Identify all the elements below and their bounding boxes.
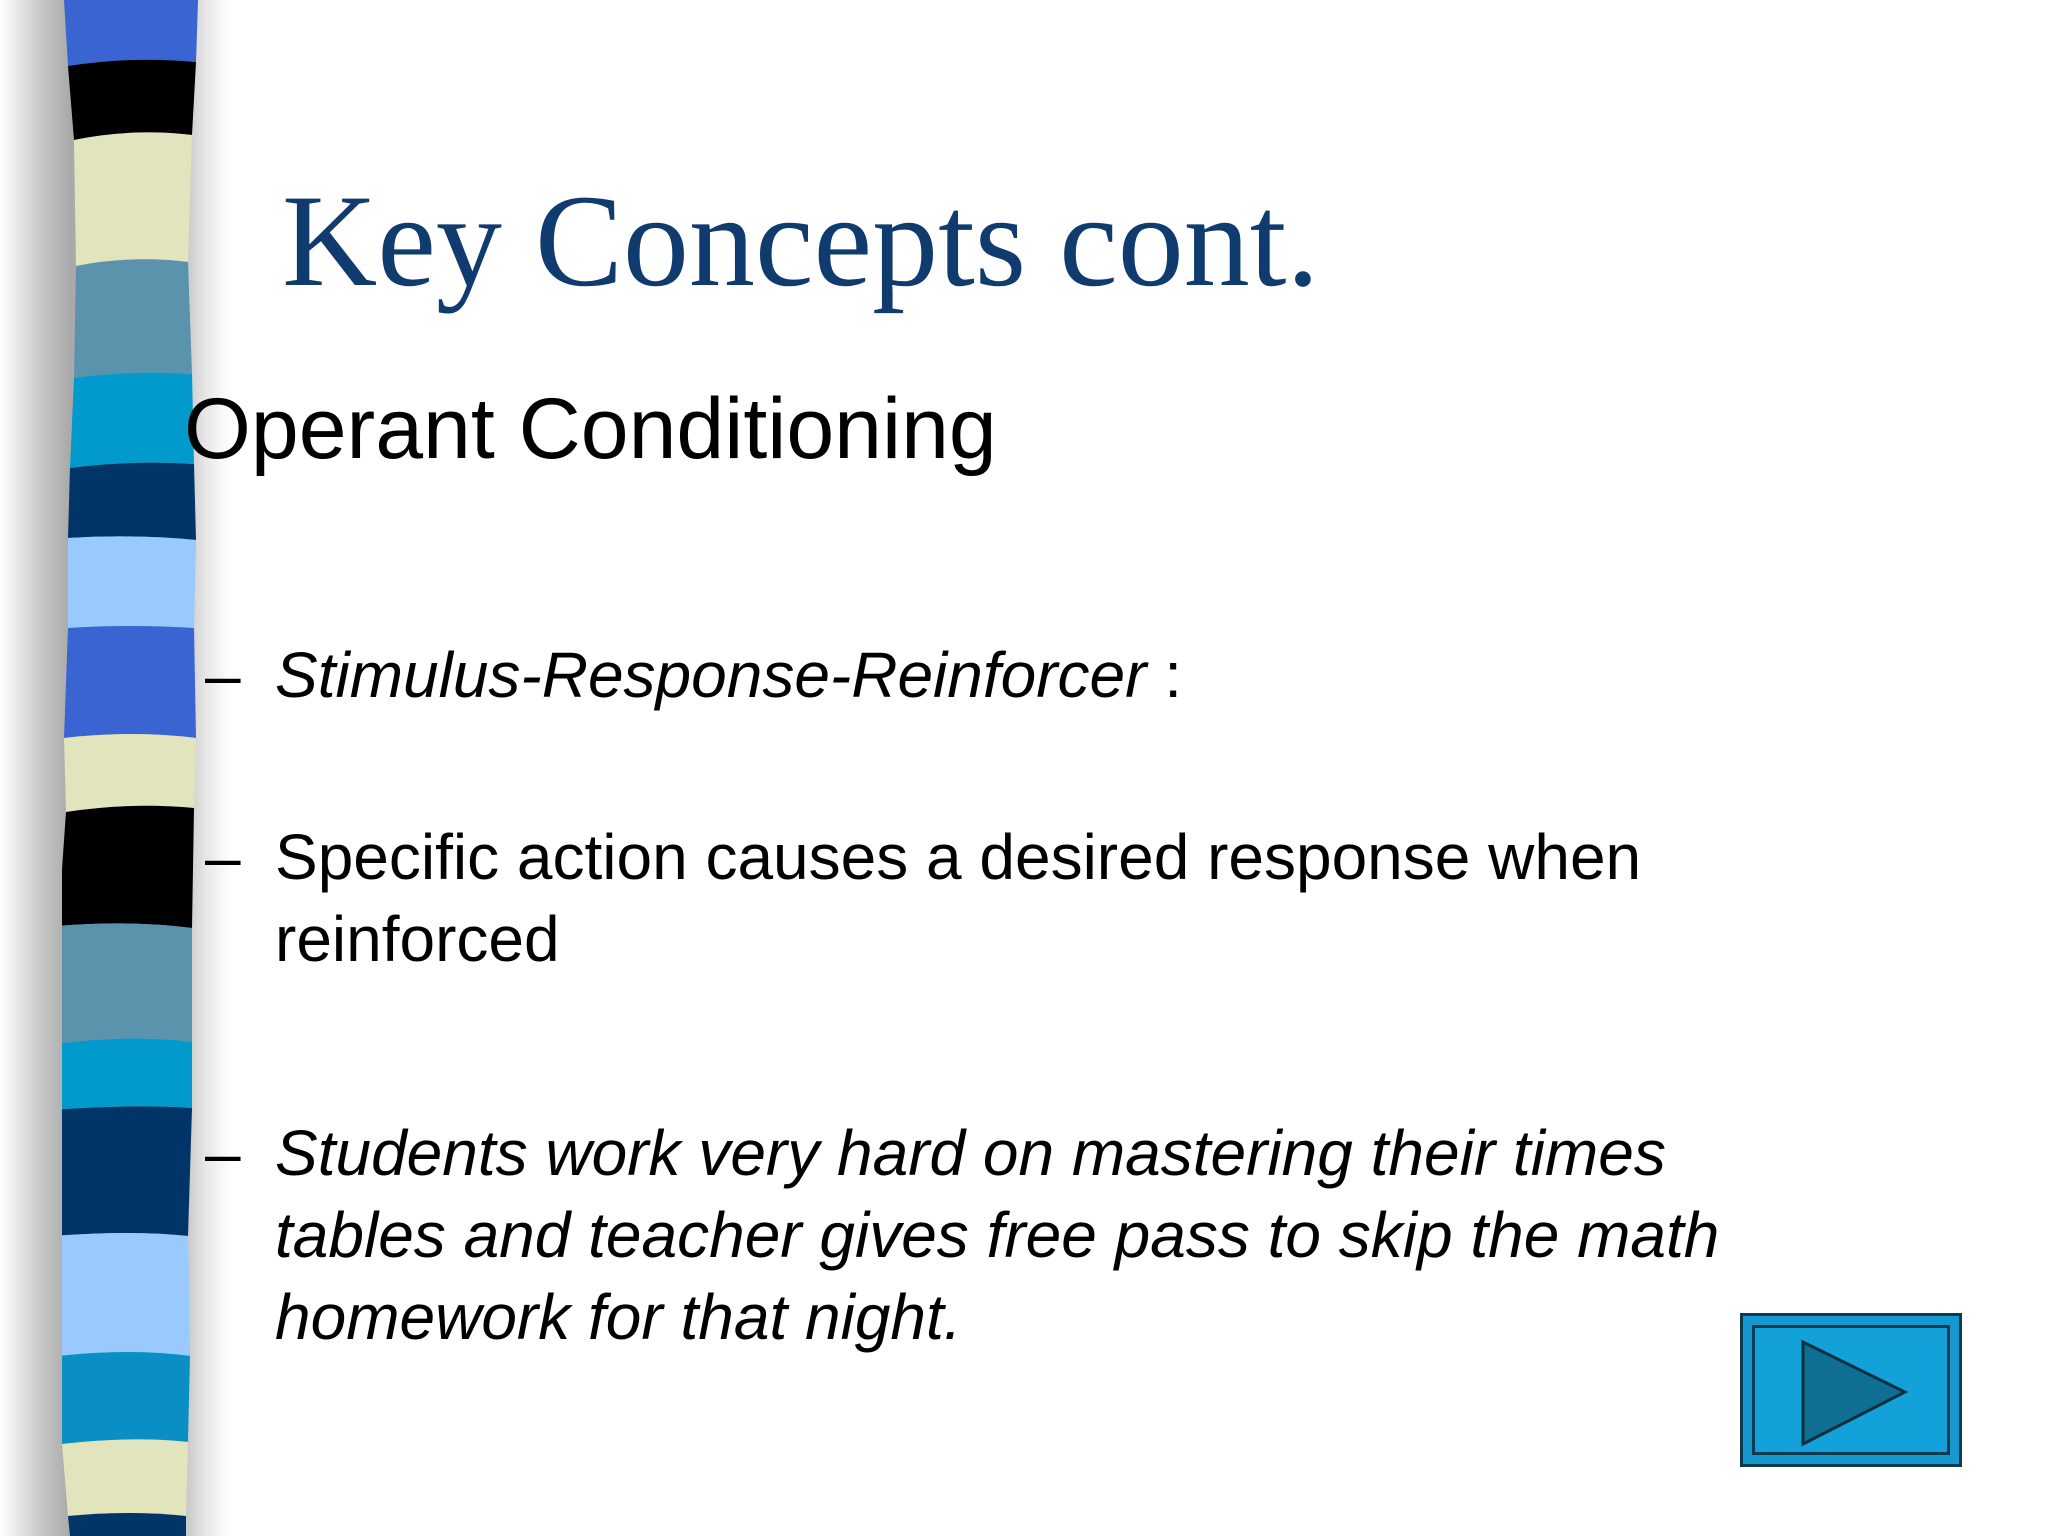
bullet-dash: – — [205, 1117, 241, 1189]
bullet-text — [275, 634, 1765, 716]
bullet-text: Students work very hard on mastering their times tables and teacher gives free pass to skip the math homework for that night. — [275, 1117, 1720, 1353]
bullet-item — [205, 816, 1765, 980]
slide-subtitle: Operant Conditioning — [184, 381, 997, 477]
slide-title: Key Concepts cont. — [282, 167, 1320, 314]
decorative-striped-band — [62, 0, 200, 1536]
bullet-item — [205, 634, 1765, 716]
bullet-text: Specific action causes a desired response when reinforced — [275, 821, 1642, 975]
play-triangle-icon — [1743, 1316, 1965, 1470]
bullet-text-suffix: : — [1146, 639, 1182, 711]
bullet-dash: – — [205, 639, 241, 711]
next-slide-button[interactable] — [1740, 1313, 1962, 1467]
bullet-dash: – — [205, 821, 241, 893]
bullet-item — [205, 1112, 1765, 1358]
bullet-text-italic: Stimulus-Response-Reinforcer — [275, 639, 1147, 711]
